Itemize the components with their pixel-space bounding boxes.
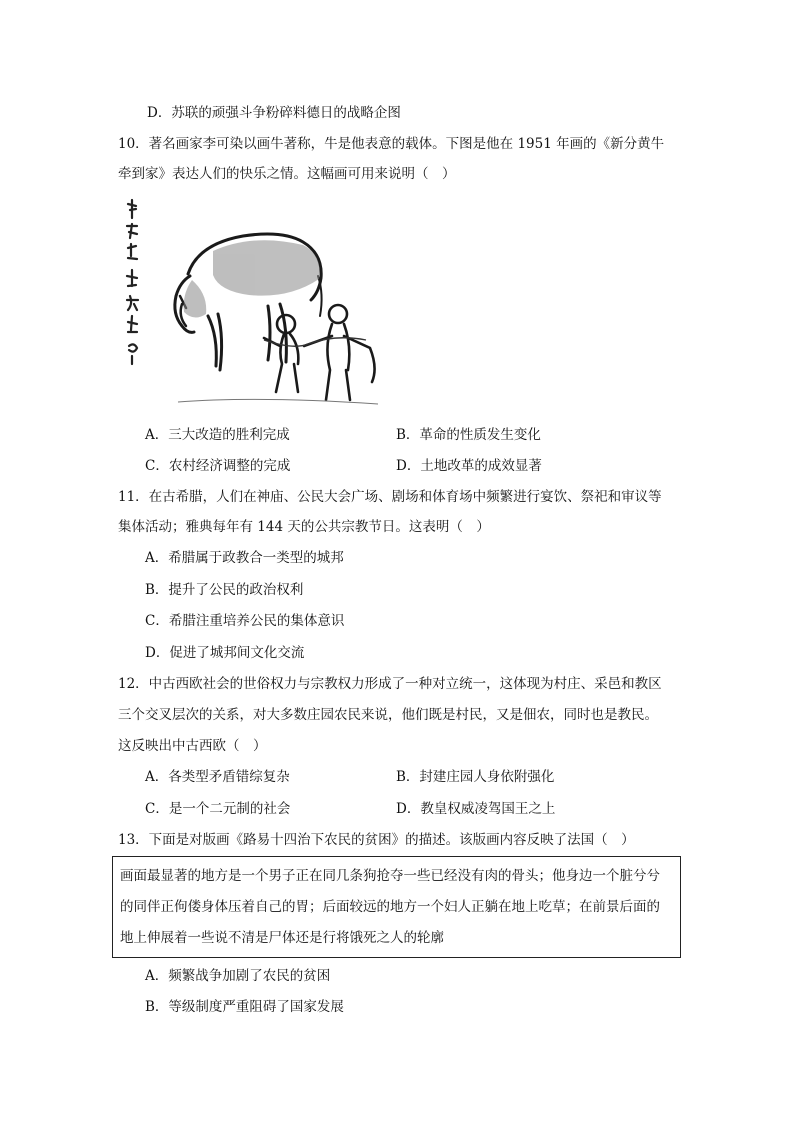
q13-stem-line1: 13．下面是对版画《路易十四治下农民的贫困》的描述。该版画内容反映了法国（ ） <box>118 832 635 848</box>
painting-ground <box>178 399 378 404</box>
q10-stem-line1: 10．著名画家李可染以画牛著称，牛是他表意的载体。下图是他在 1951 年画的《新分黄牛 <box>118 136 665 152</box>
q13-option-b[interactable]: B．等级制度严重阻碍了国家发展 <box>145 999 344 1015</box>
q13-description-box <box>112 856 681 958</box>
q10-option-b[interactable]: B．革命的性质发生变化 <box>396 427 541 443</box>
q12-option-d[interactable]: D．教皇权威凌驾国王之上 <box>396 801 556 817</box>
q10-option-a[interactable]: A．三大改造的胜利完成 <box>145 427 290 443</box>
q12-stem-line1: 12．中古西欧社会的世俗权力与宗教权力形成了一种对立统一，这体现为村庄、采邑和教区 <box>118 676 662 692</box>
q12-stem-line2: 三个交叉层次的关系，对大多数庄园农民来说，他们既是村民，又是佃农，同时也是教民。 <box>118 707 658 723</box>
q13-box-line3: 地上伸展着一些说不清是尸体还是行将饿死之人的轮廓 <box>120 930 444 946</box>
q11-stem-line1: 11．在古希腊，人们在神庙、公民大会广场、剧场和体育场中频繁进行宴饮、祭祀和审议等 <box>118 489 662 505</box>
q12-option-c[interactable]: C．是一个二元制的社会 <box>145 801 291 817</box>
painting-calligraphy-inscription <box>127 200 138 364</box>
q10-option-d[interactable]: D．土地改革的成效显著 <box>396 458 542 474</box>
q11-option-c[interactable]: C．希腊注重培养公民的集体意识 <box>145 613 345 629</box>
q11-option-b[interactable]: B．提升了公民的政治权利 <box>145 582 304 598</box>
q11-option-d[interactable]: D．促进了城邦间文化交流 <box>145 645 305 661</box>
q12-option-b[interactable]: B．封建庄园人身依附强化 <box>396 769 555 785</box>
q9-option-d: D．苏联的顽强斗争粉碎料德日的战略企图 <box>147 105 401 121</box>
q11-option-a[interactable]: A．希腊属于政教合一类型的城邦 <box>145 550 344 566</box>
q12-option-a[interactable]: A．各类型矛盾错综复杂 <box>145 769 290 785</box>
q13-box-line1: 画面最显著的地方是一个男子正在同几条狗抢夺一些已经没有肉的骨头；他身边一个脏兮兮 <box>120 868 660 884</box>
q11-stem-line2: 集体活动；雅典每年有 144 天的公共宗教节日。这表明（ ） <box>118 519 490 535</box>
q13-option-a[interactable]: A．频繁战争加剧了农民的贫困 <box>145 968 331 984</box>
q10-option-c[interactable]: C．农村经济调整的完成 <box>145 458 291 474</box>
painting-ox-and-children <box>118 196 388 414</box>
q13-box-line2: 的同伴正佝偻身体压着自己的胃；后面较远的地方一个妇人正躺在地上吃草；在前景后面的 <box>120 899 660 915</box>
q12-stem-line3: 这反映出中古西欧（ ） <box>118 738 267 754</box>
painting-child-right <box>304 305 375 400</box>
q10-stem-line2: 牵到家》表达人们的快乐之情。这幅画可用来说明（ ） <box>118 166 456 182</box>
